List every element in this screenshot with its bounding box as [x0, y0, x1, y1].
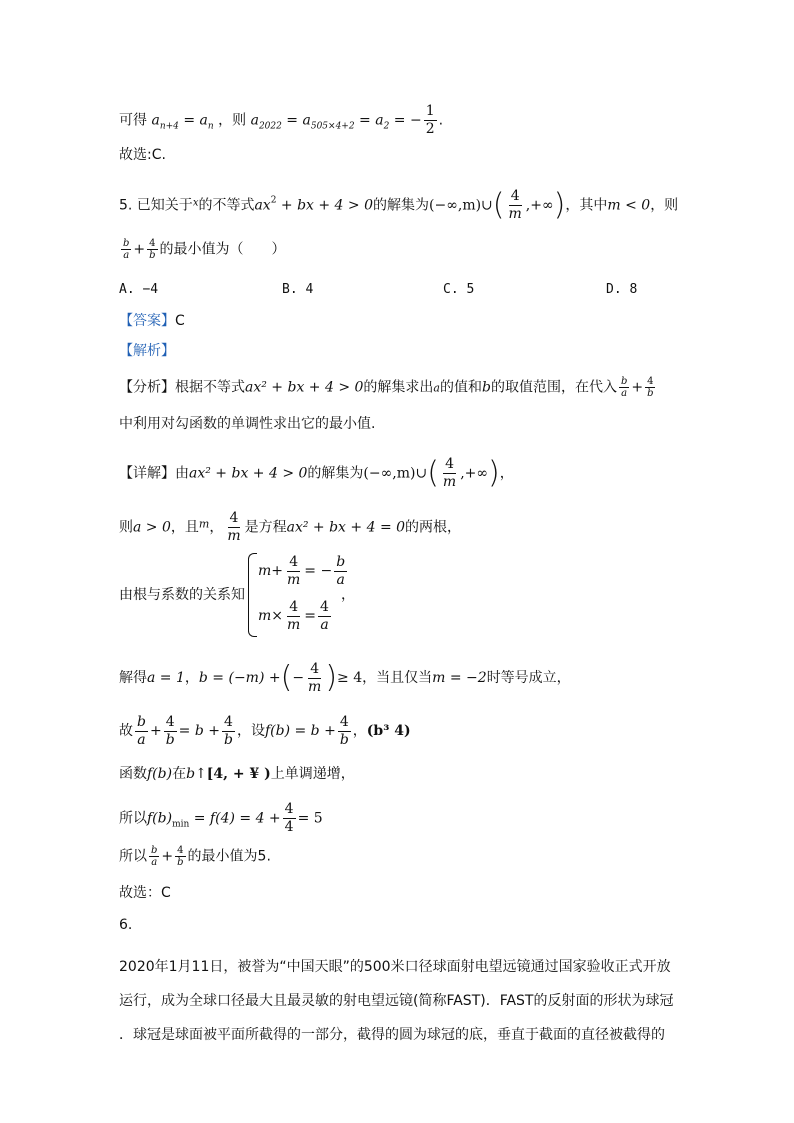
math-var: x [192, 197, 199, 209]
answer-tag: 【答案】 [119, 313, 175, 329]
text: 的两根， [405, 519, 462, 536]
text: 故 [119, 723, 133, 739]
text: ， [209, 519, 224, 536]
text: 上单调递增， [270, 766, 355, 782]
fraction: $\frac{4}{b}$ [149, 238, 156, 261]
conclusion-1: 故选:C. [119, 147, 166, 163]
math-sub: 505×4+2 [310, 121, 355, 132]
fraction: $\frac{4}{m}$ [308, 660, 322, 695]
answer-value: C [175, 313, 185, 329]
question-number: 5. 已知关于 [119, 197, 193, 214]
text: 的最小值为5. [187, 848, 271, 865]
fraction: $\frac{b}{a}$ [123, 238, 130, 261]
math-expr: b = (−m) + [198, 670, 281, 686]
math-interval: (−∞,m)∪ [429, 197, 493, 214]
math-var: a [302, 112, 311, 129]
text: 的最小值为（ ） [159, 241, 286, 258]
text: 可得 [119, 112, 147, 129]
answer-line [119, 311, 185, 331]
math-interval: (−∞,m)∪ [363, 465, 428, 482]
text: 的值和 [439, 379, 482, 396]
text: ，其中 [565, 197, 608, 214]
math-interval: ,+∞ [525, 197, 554, 214]
question-6-para-1: 2020年1月11日，被誉为“中国天眼”的500米口径球面射电望远镜通过国家验收正式开放 [119, 959, 671, 975]
text: 解得 [119, 670, 147, 686]
option-b: B. 4 [282, 282, 314, 297]
math-var: a [375, 112, 384, 129]
fraction: $\frac{4}{m}$ [227, 510, 241, 544]
min-value-line: 所以$f(b)_{min} = f(4) = 4$ + $\frac{4}{4}$ = 5 [119, 801, 323, 835]
math-expr: + bx + 4 > 0 [276, 197, 374, 214]
text: ，设 [236, 723, 265, 739]
math-expr: ax² + bx + 4 = 0 [286, 519, 406, 536]
question-5-line2: $\frac{b}{a}$ + $\frac{4}{b}$ 的最小值为（ ） [123, 238, 286, 261]
text: ，当且仅当 [362, 670, 433, 686]
math-var: m [198, 517, 210, 531]
text: 根据不等式 [175, 379, 245, 396]
math-expr: a > 0 [133, 519, 171, 536]
system-row-1: m+ $\frac{4}{m}$ = − $\frac{b}{a}$ [258, 553, 346, 588]
math-expr: b↑ [186, 766, 207, 782]
math-expr: f(b) [147, 766, 173, 782]
fenxi-line1: 【分析】根据不等式ax² + bx + 4 > 0的解集求出a的值和b的取值范围，在代入 $\frac{b}{a}$ + $\frac{4}{b}$ [119, 376, 654, 399]
option-a: A. −4 [119, 282, 159, 297]
text: 的解集为 [373, 197, 430, 214]
text: ，则 [218, 112, 247, 129]
line-recurrence: 可得 $a_{n+4} = a_n$ ，则 $a_{2022} = a_{505\times 4+2} = a_2$ = − $\frac{1}{2}$ . [119, 103, 444, 137]
math-expr: ax² + bx + 4 > 0 [245, 379, 364, 396]
fraction: $\frac{b}{a}$ [620, 376, 628, 399]
math-sub: 2 [383, 121, 390, 132]
math-var: a [250, 112, 259, 129]
option-c: C. 5 [443, 282, 475, 297]
text: 的取值范围，在代入 [490, 379, 617, 396]
question-6-number: 6. [119, 917, 133, 933]
text: . [438, 112, 444, 129]
math-interval: [4, + ¥ ) [206, 766, 271, 782]
option-d: D. 8 [606, 282, 638, 297]
math-var: b [481, 379, 491, 396]
monotonic-line [119, 762, 355, 786]
question-5-line1: 5. 已知关于$^x$的不等式$ax^2$ + bx + 4 > 0的解集为(−∞,m)∪( $\frac{4}{m}$ ,+∞)，其中m < 0，则 [119, 187, 679, 223]
text: ，且 [170, 519, 199, 536]
math-var: a [151, 112, 160, 129]
text: 是方程 [244, 519, 287, 536]
math-expr: ax² + bx + 4 > 0 [189, 465, 308, 482]
text: 所以 [119, 810, 147, 827]
text: 由 [175, 465, 189, 482]
text: 在 [172, 766, 187, 782]
question-6-para-3: ．球冠是球面被平面所截得的一部分，截得的圆为球冠的底，垂直于截面的直径被截得的 [119, 1027, 665, 1043]
math-sub: n [207, 121, 214, 132]
fraction: $\frac{4}{b}$ [647, 376, 654, 399]
math-expr: a = 1 [147, 670, 185, 686]
fraction: $\frac{1}{2}$ [425, 103, 435, 137]
math-sub: 2022 [258, 121, 282, 132]
math-expr: m < 0 [607, 197, 651, 214]
math-sub: n+4 [159, 121, 179, 132]
simplify-line: 故 $\frac{b}{a}$ + $\frac{4}{b}$ = b + $\frac{4}{b}$ ，设f(b) = b + $\frac{4}{b}$ ，(b³ 4) [119, 713, 411, 748]
text: 的解集求出 [363, 379, 434, 396]
conclusion-2: 故选：C [119, 885, 171, 901]
text: ， [184, 670, 199, 686]
xiangjie-tag: 【详解】 [119, 465, 175, 482]
system-row-2: m× $\frac{4}{m}$ = $\frac{4}{a}$ [258, 598, 329, 633]
system-brace [248, 553, 257, 637]
result-line: 所以 $\frac{b}{a}$ + $\frac{4}{b}$ 的最小值为5. [119, 845, 271, 868]
math-expr: ax [254, 197, 271, 214]
analysis-tag: 【解析】 [119, 343, 175, 359]
math-op: = [178, 112, 200, 129]
text: 时等号成立， [486, 670, 571, 686]
fraction: $\frac{4}{m}$ [442, 456, 457, 490]
text: 则 [119, 519, 133, 536]
math-var: a [199, 112, 208, 129]
math-expr: m = −2 [432, 670, 487, 686]
text: ， [352, 723, 367, 739]
text: 的解集为 [307, 465, 364, 482]
math-op: = − [389, 112, 422, 129]
text: 的不等式 [198, 197, 255, 214]
system-end: ， [341, 587, 355, 603]
text: ，则 [650, 197, 679, 214]
fenxi-tag: 【分析】 [119, 379, 175, 396]
solve-line: 解得a = 1，b = (−m) +(− $\frac{4}{m}$ )≥ 4，当且仅当m = −2时等号成立， [119, 660, 571, 695]
text: 所以 [119, 848, 147, 865]
fraction: $\frac{4}{m}$ [508, 188, 522, 222]
math-interval: ,+∞ [460, 465, 489, 482]
text: 函数 [119, 766, 147, 782]
math-var: a [433, 381, 440, 395]
vieta-label: 由根与系数的关系知 [119, 587, 245, 603]
math-sup: 2 [270, 195, 277, 206]
fenxi-line2: 中利用对勾函数的单调性求出它的最小值. [119, 416, 376, 432]
xiangjie-line: 【详解】由ax² + bx + 4 > 0的解集为(−∞,m)∪( $\frac{4}{m}$ ,+∞)， [119, 455, 514, 491]
roots-line [119, 510, 461, 545]
domain-expr: (b³ 4) [366, 723, 411, 739]
text: ， [499, 465, 514, 482]
question-6-para-2: 运行，成为全球口径最大且最灵敏的射电望远镜(简称FAST)．FAST的反射面的形状为球冠 [119, 993, 674, 1009]
